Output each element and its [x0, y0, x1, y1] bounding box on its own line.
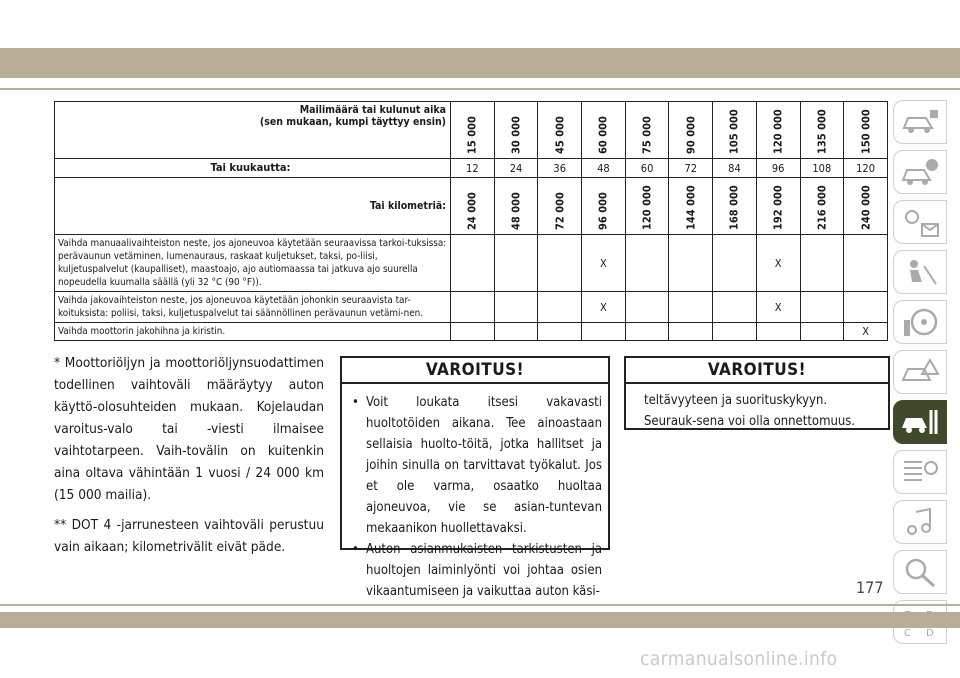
km-row: [55, 178, 888, 235]
months-cell: 48: [582, 159, 626, 178]
top-band: [0, 48, 960, 78]
mark-cell: X: [582, 235, 626, 292]
bottom-rule: [0, 604, 960, 606]
km-cell: 240 000: [844, 178, 888, 235]
warning-text: teltävyyteen ja suorituskykyyn. Seurauk-sena voi olla onnettomuus.: [644, 393, 856, 429]
months-label: Tai kuukautta:: [55, 159, 451, 178]
miles-cell: 135 000: [800, 102, 844, 159]
miles-header-line2: (sen mukaan, kumpi täyttyy ensin): [259, 116, 446, 128]
miles-cell: 45 000: [538, 102, 582, 159]
miles-cell: 90 000: [669, 102, 713, 159]
table-row: [55, 323, 888, 341]
mark-cell: X: [756, 292, 800, 323]
warning-title: VAROITUS!: [342, 358, 608, 384]
months-row: [55, 159, 888, 178]
warning-box: [340, 356, 610, 599]
footnotes: [54, 352, 324, 566]
mark-cell: X: [844, 323, 888, 341]
steering-wheel-icon[interactable]: [893, 300, 947, 344]
months-cell: 84: [713, 159, 757, 178]
km-cell: 96 000: [582, 178, 626, 235]
row-description: Vaihda manuaalivaihteiston neste, jos ajoneuvoa käytetään seuraavissa tarkoi-tuksissa: perävaunun vetäminen, lumenauraus, raskaat kuljetukset, taksi, po-liisi, kuljetuspalvelut (kaupalliset), maastoajo, ajo autiomaassa tai jatkuva ajo suurella nopeudella kuumalla säällä (yli 32 °C (90 °F)).: [55, 235, 451, 292]
months-cell: 36: [538, 159, 582, 178]
table-row: [55, 235, 888, 292]
car-info-icon[interactable]: [893, 100, 947, 144]
km-label: Tai kilometriä:: [55, 178, 451, 235]
search-index-icon[interactable]: [893, 550, 947, 594]
multimedia-icon[interactable]: [893, 500, 947, 544]
warning-bullet: • Voit loukata itsesi vakavasti huoltotöiden aikana. Tee ainoastaan sellaisia huolto-töitä, jotka hallitset ja joihin sinulla on tarvittavat työkalut. Jos et ole varma, osaatko huoltaa ajoneuvoa, vie se asian-tuntevan mekaanikon huollettavaksi.: [356, 392, 602, 539]
warning-box-continued: [624, 356, 890, 430]
row-description: Vaihda moottorin jakohihna ja kiristin.: [55, 323, 451, 341]
specifications-icon[interactable]: [893, 450, 947, 494]
emergency-icon[interactable]: [893, 350, 947, 394]
miles-cell: 150 000: [844, 102, 888, 159]
months-cell: 120: [844, 159, 888, 178]
watermark: carmanualsonline.info: [640, 648, 838, 670]
seat-safety-icon[interactable]: [893, 250, 947, 294]
page-number: 177: [856, 578, 884, 597]
svg-text:C: C: [904, 628, 911, 638]
miles-cell: 75 000: [625, 102, 669, 159]
svg-text:D: D: [926, 628, 934, 638]
miles-cell: 120 000: [756, 102, 800, 159]
warning-bullet: • Auton asianmukaisten tarkistusten ja huoltojen laiminlyönti voi johtaa osien vikaantumiseen ja vaikuttaa auton käsi-: [356, 539, 602, 602]
months-cell: 12: [451, 159, 495, 178]
km-cell: 48 000: [494, 178, 538, 235]
mark-cell: X: [756, 235, 800, 292]
miles-cell: 15 000: [451, 102, 495, 159]
months-cell: 24: [494, 159, 538, 178]
maintenance-schedule-table: [54, 101, 888, 341]
miles-cell: 60 000: [582, 102, 626, 159]
mark-cell: X: [582, 292, 626, 323]
warning-title: VAROITUS!: [626, 358, 888, 384]
miles-cell: 105 000: [713, 102, 757, 159]
car-warning-icon[interactable]: [893, 150, 947, 194]
chapter-tabs: [893, 100, 947, 650]
service-icon[interactable]: [893, 400, 947, 444]
months-cell: 96: [756, 159, 800, 178]
km-cell: 24 000: [451, 178, 495, 235]
footnote-brake-fluid: ** DOT 4 -jarrunesteen vaihtoväli perustuu vain aikaan; kilometrivälit eivät päde.: [54, 517, 324, 555]
km-cell: 144 000: [669, 178, 713, 235]
months-cell: 108: [800, 159, 844, 178]
months-cell: 72: [669, 159, 713, 178]
km-cell: 216 000: [800, 178, 844, 235]
bottom-band: [0, 612, 960, 628]
km-cell: 120 000: [625, 178, 669, 235]
miles-header: [55, 102, 451, 159]
dashboard-lights-icon[interactable]: [893, 200, 947, 244]
miles-cell: 30 000: [494, 102, 538, 159]
km-cell: 168 000: [713, 178, 757, 235]
row-description: Vaihda jakovaihteiston neste, jos ajoneuvoa käytetään johonkin seuraavista tar-koituksista: poliisi, taksi, kuljetuspalvelut tai säännöllinen perävaunun vetämi-nen.: [55, 292, 451, 323]
months-cell: 60: [625, 159, 669, 178]
miles-header-line1: Mailimäärä tai kulunut aika: [299, 104, 446, 116]
miles-row: [55, 102, 888, 159]
table-row: [55, 292, 888, 323]
footnote-oil: * Moottoriöljyn ja moottoriöljynsuodattimen todellinen vaihtoväli määräytyy auton käyttö-olosuhteiden mukaan. Kojelaudan varoitus-valo tai -viesti ilmaisee vaihtotarpeen. Vaih-tovälin on kuitenkin aina oltava vähintään 1 vuosi / 24 000 km (15 000 mailia).: [54, 355, 324, 503]
km-cell: 192 000: [756, 178, 800, 235]
km-cell: 72 000: [538, 178, 582, 235]
top-rule: [0, 88, 960, 90]
